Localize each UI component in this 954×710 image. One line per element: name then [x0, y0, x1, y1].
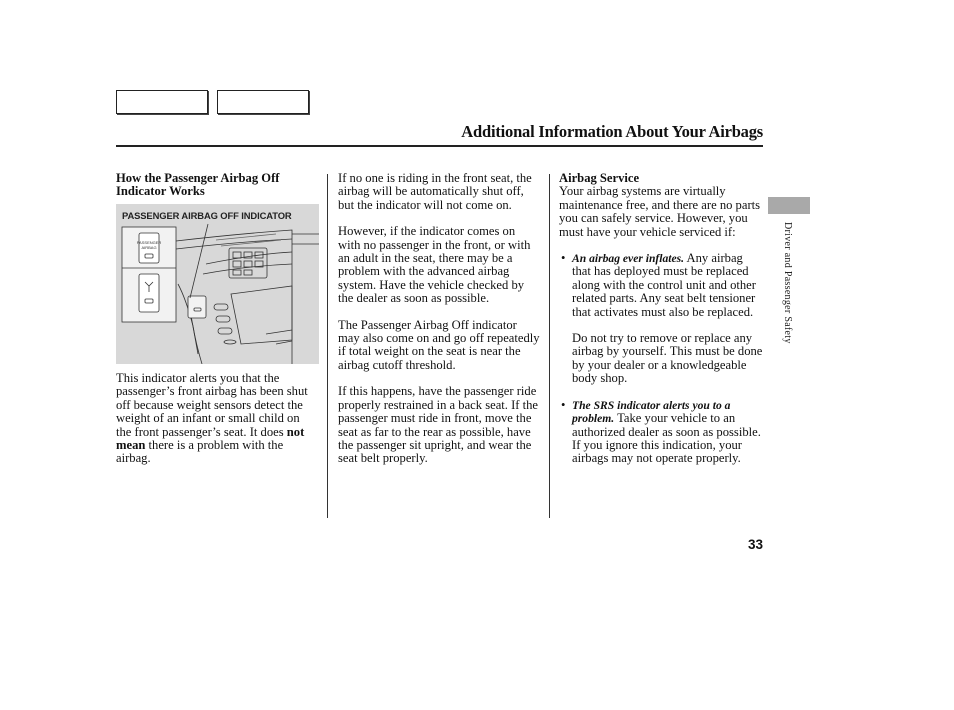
column-1-body [116, 372, 316, 479]
paragraph: If no one is riding in the front seat, the airbag will be automatically shut off, but the indicator will not come on. [338, 171, 532, 212]
svg-text:AIRBAG: AIRBAG [141, 245, 157, 250]
body-text-end: there is a problem with the airbag. [116, 438, 284, 466]
paragraph: The Passenger Airbag Off indicator may also come on and go off repeatedly if total weight on the seat is near the airbag cutoff threshold. [338, 317, 540, 372]
nav-button-prev[interactable] [116, 90, 208, 114]
svg-text:PASSENGER: PASSENGER [136, 240, 162, 245]
page-title: Additional Information About Your Airbags [461, 122, 763, 141]
column-divider [549, 174, 550, 518]
paragraph: Do not try to remove or replace any airbag by yourself. This must be done by your dealer or a knowledgeable body shop. [572, 331, 763, 386]
nav-button-next[interactable] [217, 90, 309, 114]
heading-line-2: Indicator Works [116, 184, 205, 199]
indicator-description [116, 372, 316, 466]
column-2 [338, 172, 540, 479]
figure-caption: PASSENGER AIRBAG OFF INDICATOR [122, 210, 292, 221]
bullet-lead: The SRS indicator alerts you to a problem. [572, 398, 731, 426]
paragraph: However, if the indicator comes on with no passenger in the front, or with an adult in the seat, there may be a problem with the advanced airbag system. Have the vehicle checked by the dealer as soon as possible. [338, 224, 531, 306]
column-1 [116, 172, 316, 199]
paragraph: Your airbag systems are virtually maintenance free, and there are no parts you can safely service. However, you must have your vehicle serviced if: [559, 184, 761, 239]
heading-line-1: How the Passenger Airbag Off [116, 171, 280, 185]
title-divider [116, 145, 763, 147]
bullet-text: Take your vehicle to an authorized dealer as soon as possible. If you ignore this indication, your airbags may not operate properly. [572, 411, 761, 466]
indicator-illustration [116, 204, 319, 364]
paragraph: If this happens, have the passenger ride properly restrained in a back seat. If the passenger must ride in front, move the seat as far to the rear as possible, have the passenger sit upright, and wear the seat belt properly. [338, 384, 539, 466]
section-tab [768, 197, 810, 214]
page-number: 33 [747, 537, 763, 552]
column-divider [327, 174, 328, 518]
list-item [559, 252, 764, 386]
service-list [559, 252, 764, 466]
dashboard-drawing [116, 204, 319, 364]
emphasis-text: not mean [116, 424, 305, 453]
list-item [559, 399, 764, 466]
column-3 [559, 172, 764, 479]
body-text: This indicator alerts you that the passenger’s front airbag has been shut off because weight sensors detect the weight of an infant or small child on the front passenger’s seat. It does [116, 371, 308, 439]
section-label: Driver and Passenger Safety [782, 222, 793, 344]
bullet-lead: An airbag ever inflates. [572, 252, 685, 266]
bullet-text: Any airbag that has deployed must be replaced along with the control unit and other related parts. Any seat belt tensioner that activates must also be replaced. [572, 251, 756, 319]
section-heading-indicator [116, 172, 316, 199]
section-heading-service: Airbag Service [559, 171, 640, 185]
